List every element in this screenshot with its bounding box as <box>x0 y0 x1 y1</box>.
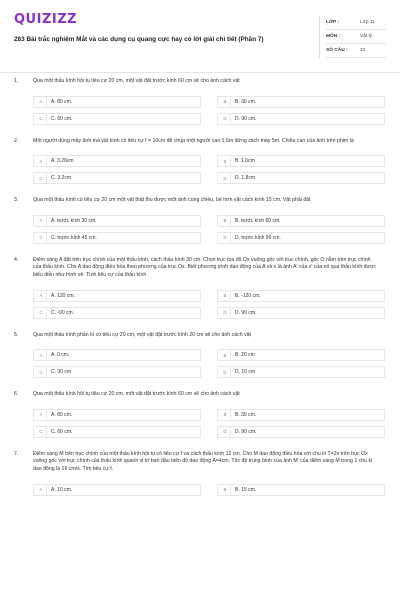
question-header <box>14 451 386 474</box>
answer-option[interactable] <box>33 349 201 361</box>
question-item <box>14 257 386 332</box>
answer-option[interactable] <box>33 409 201 421</box>
answer-option[interactable] <box>33 366 201 378</box>
option-letter: C <box>36 233 47 243</box>
option-text: A. 0 cm. <box>51 352 70 359</box>
question-text: Điểm sáng M trên trục chính của một thấu kính hội tụ có tiêu cự f và cách thấu kính 12 cm. Cho M dao động điều hòa với chu kì T=2s trên trục Ox vuông góc với trục chính của thấu kính quanh vị trí ban đầu biên độ dao động A=4cm. Tốc độ trung bình của ảnh M' của điểm sáng M trong 1 chu kì dao động là 16 cm/s. Tìm tiêu cự f. <box>33 450 373 472</box>
question-item <box>14 391 386 451</box>
option-text: A. 80 cm. <box>51 411 73 418</box>
question-header <box>14 257 386 280</box>
answer-option[interactable] <box>217 172 385 184</box>
answer-options <box>33 96 386 125</box>
answer-option[interactable] <box>33 290 201 302</box>
question-text: Qua một thấu kính phân kì có tiêu cự 20 cm, một vật đặt trước kính 20 cm sẽ cho ảnh cách vật <box>33 331 251 338</box>
option-letter: B <box>220 350 231 360</box>
answer-option[interactable] <box>33 232 201 244</box>
option-text: B. 1,6cm <box>235 158 255 165</box>
question-item <box>14 197 386 257</box>
option-text: C. 60 cm. <box>51 428 73 435</box>
quizizz-logo: QUIZIZZ <box>14 12 78 27</box>
option-text: C. -90 cm. <box>51 309 75 316</box>
option-text: B. 30 cm. <box>235 98 257 105</box>
meta-value: Vật lý <box>360 34 372 39</box>
question-number: 6. <box>14 391 19 398</box>
option-text: A. 80 cm. <box>51 98 73 105</box>
option-letter: C <box>36 308 47 318</box>
option-letter: B <box>220 156 231 166</box>
answer-options <box>33 484 386 496</box>
meta-value: 22 <box>360 48 366 53</box>
option-text: B. 15 cm. <box>235 486 257 493</box>
option-text: A. 120 cm. <box>51 292 75 299</box>
option-letter: B <box>220 410 231 420</box>
header-divider <box>0 72 400 73</box>
option-text: C. trước kính 45 cm. <box>51 234 97 241</box>
question-header <box>14 78 386 86</box>
option-letter: D <box>220 308 231 318</box>
question-item <box>14 78 386 138</box>
option-text: C. 60 cm. <box>51 115 73 122</box>
answer-option[interactable] <box>33 113 201 125</box>
answer-option[interactable] <box>33 484 201 496</box>
option-letter: C <box>36 173 47 183</box>
question-item <box>14 332 386 392</box>
answer-option[interactable] <box>217 232 385 244</box>
question-number: 7. <box>14 450 19 457</box>
answer-option[interactable] <box>217 366 385 378</box>
option-letter: A <box>36 410 47 420</box>
question-text: Qua một thấu kính hội tụ tiêu cự 20 cm, một vật đặt trước kính 60 cm sẽ cho ảnh cách vật <box>33 391 240 398</box>
answer-option[interactable] <box>217 290 385 302</box>
meta-row-count <box>326 44 386 58</box>
meta-value: Lớp 11 <box>360 20 375 25</box>
meta-row-class <box>326 16 386 30</box>
question-number: 2. <box>14 137 19 144</box>
answer-option[interactable] <box>217 96 385 108</box>
question-spacer <box>14 319 386 332</box>
option-text: D. 90 cm. <box>235 309 257 316</box>
question-spacer <box>14 496 386 509</box>
question-text: Một người dùng máy ảnh mà vật kính có tiêu cự f = 10cm để chụp một người cao 1,6m đứng cách máy 5m. Chiều cao của ảnh trên phim là <box>33 137 354 144</box>
option-letter: C <box>36 427 47 437</box>
question-number: 4. <box>14 256 19 263</box>
option-text: B. trước kính 60 cm. <box>235 217 281 224</box>
option-text: D. 90 cm. <box>235 115 257 122</box>
answer-option[interactable] <box>217 113 385 125</box>
question-header <box>14 138 386 146</box>
question-spacer <box>14 184 386 197</box>
answer-option[interactable] <box>217 307 385 319</box>
option-text: D. 10 cm <box>235 369 256 376</box>
option-text: B. -120 cm. <box>235 292 261 299</box>
question-number: 5. <box>14 331 19 338</box>
question-number: 3. <box>14 197 19 204</box>
option-text: A. 3,26cm <box>51 158 74 165</box>
question-text: Điểm sáng A đặt trên trục chính của một thấu kính, cách thấu kính 30 cm. Chọn trục tọa độ Ox vuông góc với trục chính, gốc O nằm trên trục chính của thấu kính. Cho A dao động điều hòa theo phương của trục Ox. Biết phương trình dao động của A và x là ảnh A' của x' của nó qua thấu kính được biểu diễn như hình vẽ. Tính tiêu cự của thấu kính. <box>33 256 377 278</box>
meta-label: SỐ CÂU : <box>326 48 348 53</box>
question-text: Qua một thấu kính hội tụ tiêu cự 20 cm, một vật đặt trước kính 60 cm sẽ cho ảnh cách vật <box>33 78 240 84</box>
question-item <box>14 138 386 198</box>
question-spacer <box>14 125 386 138</box>
option-letter: C <box>36 367 47 377</box>
answer-option[interactable] <box>217 484 385 496</box>
option-text: B. 30 cm. <box>235 411 257 418</box>
answer-option[interactable] <box>217 349 385 361</box>
answer-options <box>33 290 386 319</box>
option-letter: A <box>36 485 47 495</box>
option-text: D. 90 cm. <box>235 428 257 435</box>
answer-option[interactable] <box>217 155 385 167</box>
answer-option[interactable] <box>33 96 201 108</box>
option-letter: B <box>220 97 231 107</box>
answer-option[interactable] <box>33 215 201 227</box>
question-header <box>14 197 386 205</box>
option-letter: D <box>220 427 231 437</box>
option-text: A. trước kính 30 cm. <box>51 217 97 224</box>
option-letter: A <box>36 291 47 301</box>
meta-info <box>319 16 386 58</box>
answer-options <box>33 155 386 184</box>
question-header <box>14 391 386 399</box>
answer-option[interactable] <box>217 409 385 421</box>
question-spacer <box>14 378 386 391</box>
question-spacer <box>14 438 386 451</box>
answer-option[interactable] <box>33 172 201 184</box>
option-letter: A <box>36 216 47 226</box>
option-letter: D <box>220 233 231 243</box>
meta-label: MÔN : <box>326 34 341 39</box>
option-letter: A <box>36 350 47 360</box>
answer-options <box>33 409 386 438</box>
option-letter: B <box>220 485 231 495</box>
option-letter: D <box>220 173 231 183</box>
answer-option[interactable] <box>217 215 385 227</box>
option-text: C. 30 cm <box>51 369 72 376</box>
option-letter: D <box>220 114 231 124</box>
answer-option[interactable] <box>217 426 385 438</box>
answer-option[interactable] <box>33 155 201 167</box>
answer-options <box>33 349 386 378</box>
option-letter: B <box>220 216 231 226</box>
option-letter: B <box>220 291 231 301</box>
worksheet-header <box>14 10 386 68</box>
option-letter: A <box>36 97 47 107</box>
answer-options <box>33 215 386 244</box>
option-letter: C <box>36 114 47 124</box>
meta-label: LỚP : <box>326 20 340 25</box>
option-text: D. 1,8cm <box>235 175 256 182</box>
question-list <box>14 78 386 509</box>
option-text: C. 3,2cm <box>51 175 72 182</box>
worksheet-title: 283 Bài trắc nghiệm Mắt và các dụng cụ quang cực hay có lời giải chi tiết (Phần 7) <box>14 36 264 43</box>
question-number: 1. <box>14 78 19 84</box>
question-header <box>14 332 386 340</box>
option-text: D. trước kính 90 cm. <box>235 234 281 241</box>
option-text: A. 10 cm. <box>51 486 73 493</box>
question-item <box>14 451 386 509</box>
question-text: Qua một thấu kính có tiêu cự 20 cm một vật thật thu được một ảnh cùng chiều, bé hơn vật cách kính 15 cm. Vật phải đặt <box>33 197 311 204</box>
answer-option[interactable] <box>33 426 201 438</box>
answer-option[interactable] <box>33 307 201 319</box>
option-letter: A <box>36 156 47 166</box>
option-letter: D <box>220 367 231 377</box>
meta-row-subject <box>326 30 386 44</box>
option-text: B. 20 cm <box>235 352 255 359</box>
question-spacer <box>14 244 386 257</box>
